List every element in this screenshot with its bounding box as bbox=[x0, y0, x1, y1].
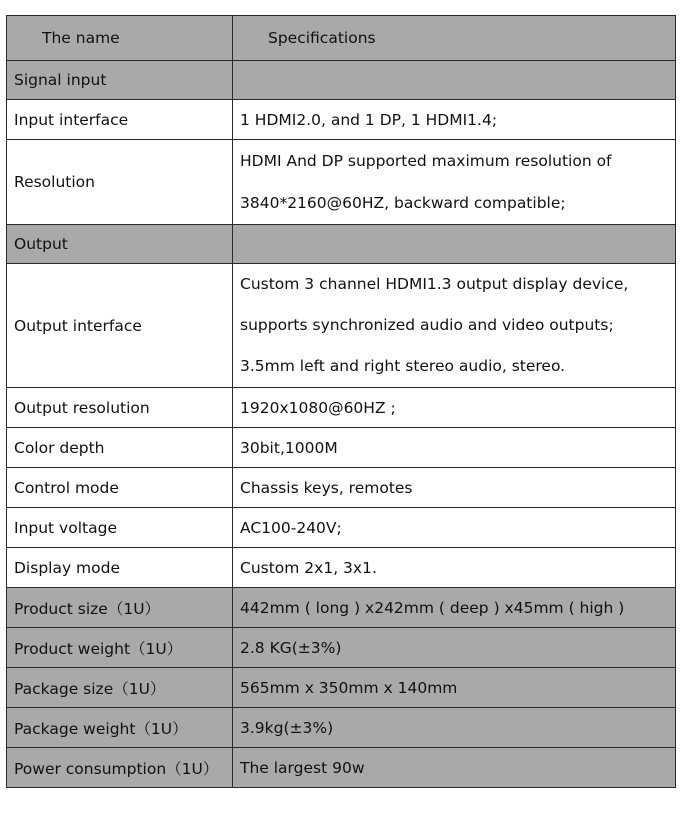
row-output-interface bbox=[7, 264, 676, 388]
row-label: Power consumption（1U） bbox=[7, 748, 233, 788]
section-label: Signal input bbox=[7, 61, 233, 100]
row-input-voltage bbox=[7, 508, 676, 548]
row-value: 565mm x 350mm x 140mm bbox=[233, 668, 676, 708]
row-power-consumption bbox=[7, 748, 676, 788]
header-name: The name bbox=[7, 16, 233, 61]
row-display-mode bbox=[7, 548, 676, 588]
row-value bbox=[233, 264, 676, 388]
row-label: Resolution bbox=[7, 140, 233, 225]
row-label: Control mode bbox=[7, 468, 233, 508]
row-value: 2.8 KG(±3%) bbox=[233, 628, 676, 668]
row-value-line: 3840*2160@60HZ, backward compatible; bbox=[240, 194, 566, 212]
row-label: Product size（1U） bbox=[7, 588, 233, 628]
row-label: Output resolution bbox=[7, 388, 233, 428]
row-label: Input interface bbox=[7, 100, 233, 140]
row-resolution bbox=[7, 140, 676, 225]
row-value: 442mm ( long ) x242mm ( deep ) x45mm ( high ) bbox=[233, 588, 676, 628]
row-value: Chassis keys, remotes bbox=[233, 468, 676, 508]
row-value: Custom 2x1, 3x1. bbox=[233, 548, 676, 588]
row-value: AC100-240V; bbox=[233, 508, 676, 548]
row-value: 3.9kg(±3%) bbox=[233, 708, 676, 748]
row-product-weight bbox=[7, 628, 676, 668]
header-specifications: Specifications bbox=[233, 16, 676, 61]
section-signal-input bbox=[7, 61, 676, 100]
row-label: Package weight（1U） bbox=[7, 708, 233, 748]
row-label: Color depth bbox=[7, 428, 233, 468]
row-value-line: 3.5mm left and right stereo audio, stereo. bbox=[240, 357, 566, 375]
section-output bbox=[7, 225, 676, 264]
row-value: 1 HDMI2.0, and 1 DP, 1 HDMI1.4; bbox=[233, 100, 676, 140]
header-row bbox=[7, 16, 676, 61]
row-value-line: supports synchronized audio and video outputs; bbox=[240, 316, 614, 334]
row-value: 1920x1080@60HZ ; bbox=[233, 388, 676, 428]
row-output-resolution bbox=[7, 388, 676, 428]
row-value: 30bit,1000M bbox=[233, 428, 676, 468]
row-color-depth bbox=[7, 428, 676, 468]
spec-table bbox=[6, 15, 676, 788]
row-control-mode bbox=[7, 468, 676, 508]
row-label: Input voltage bbox=[7, 508, 233, 548]
row-input-interface bbox=[7, 100, 676, 140]
row-package-size bbox=[7, 668, 676, 708]
row-value-line: HDMI And DP supported maximum resolution of bbox=[240, 152, 612, 170]
section-label: Output bbox=[7, 225, 233, 264]
row-value: The largest 90w bbox=[233, 748, 676, 788]
row-value-line: Custom 3 channel HDMI1.3 output display device, bbox=[240, 275, 629, 293]
row-label: Package size（1U） bbox=[7, 668, 233, 708]
section-empty-cell bbox=[233, 61, 676, 100]
section-empty-cell bbox=[233, 225, 676, 264]
row-product-size bbox=[7, 588, 676, 628]
row-label: Product weight（1U） bbox=[7, 628, 233, 668]
row-label: Output interface bbox=[7, 264, 233, 388]
row-value bbox=[233, 140, 676, 225]
row-package-weight bbox=[7, 708, 676, 748]
row-label: Display mode bbox=[7, 548, 233, 588]
